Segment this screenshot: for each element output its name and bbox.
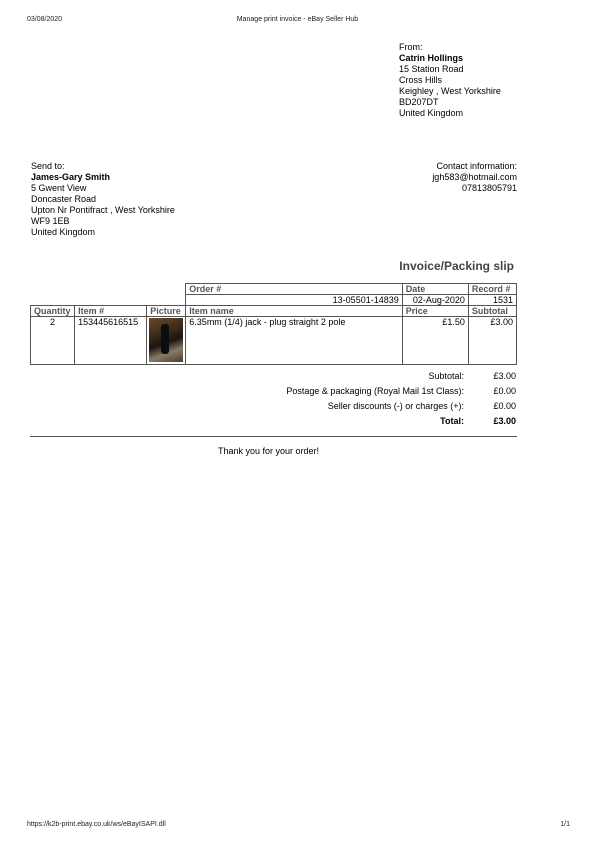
subtotal-label: Subtotal: xyxy=(428,371,464,381)
contact-label: Contact information: xyxy=(436,161,517,171)
price-header: Price xyxy=(402,306,468,317)
item-subtotal: £3.00 xyxy=(468,317,516,365)
from-name: Catrin Hollings xyxy=(399,53,464,63)
item-picture-cell xyxy=(147,317,186,365)
from-line: United Kingdom xyxy=(399,108,464,118)
send-to-line: United Kingdom xyxy=(31,227,96,237)
postage-value: £0.00 xyxy=(493,386,516,396)
from-address xyxy=(399,42,501,119)
item-price: £1.50 xyxy=(402,317,468,365)
item-name-header: Item name xyxy=(186,306,402,317)
totals-section xyxy=(200,369,516,429)
from-line: 15 Station Road xyxy=(399,64,464,74)
item-name: 6.35mm (1/4) jack - plug straight 2 pole xyxy=(186,317,402,365)
send-to-address xyxy=(31,161,175,238)
quantity-header: Quantity xyxy=(31,306,75,317)
record-header: Record # xyxy=(468,284,516,295)
divider xyxy=(30,436,517,437)
subtotal-header: Subtotal xyxy=(468,306,516,317)
contact-info xyxy=(432,161,517,194)
item-quantity: 2 xyxy=(31,317,75,365)
discounts-value: £0.00 xyxy=(493,401,516,411)
from-label: From: xyxy=(399,42,423,52)
record-number: 1531 xyxy=(468,295,516,306)
thank-you-message: Thank you for your order! xyxy=(218,446,320,456)
picture-header: Picture xyxy=(147,306,186,317)
table-row xyxy=(31,317,517,365)
total-label: Total: xyxy=(440,416,464,426)
send-to-line: 5 Gwent View xyxy=(31,183,87,193)
item-picture xyxy=(149,318,183,362)
from-line: Keighley , West Yorkshire xyxy=(399,86,501,96)
print-url: https://k2b-print.ebay.co.uk/ws/eBayISAPI.dll xyxy=(27,821,166,828)
contact-email: jgh583@hotmail.com xyxy=(432,172,517,182)
order-number-header: Order # xyxy=(186,284,402,295)
order-number: 13-05501-14839 xyxy=(186,295,402,306)
postage-label: Postage & packaging (Royal Mail 1st Class): xyxy=(286,386,464,396)
item-number-header: Item # xyxy=(75,306,147,317)
send-to-line: Doncaster Road xyxy=(31,194,97,204)
subtotal-value: £3.00 xyxy=(493,371,516,381)
contact-phone: 07813805791 xyxy=(461,183,517,193)
print-date: 03/08/2020 xyxy=(27,16,63,23)
invoice-table xyxy=(30,283,517,365)
invoice-title: Invoice/Packing slip xyxy=(399,259,514,273)
item-number: 153445616515 xyxy=(75,317,147,365)
total-value: £3.00 xyxy=(493,416,516,426)
print-title: Manage print invoice - eBay Seller Hub xyxy=(236,16,359,23)
from-line: BD207DT xyxy=(399,97,439,107)
send-to-line: WF9 1EB xyxy=(31,216,70,226)
discounts-label: Seller discounts (-) or charges (+): xyxy=(327,401,464,411)
from-line: Cross Hills xyxy=(399,75,443,85)
page-number: 1/1 xyxy=(560,821,570,828)
send-to-line: Upton Nr Pontifract , West Yorkshire xyxy=(31,205,175,215)
date-header: Date xyxy=(402,284,468,295)
send-to-name: James-Gary Smith xyxy=(31,172,111,182)
send-to-label: Send to: xyxy=(31,161,65,171)
order-date: 02-Aug-2020 xyxy=(402,295,468,306)
